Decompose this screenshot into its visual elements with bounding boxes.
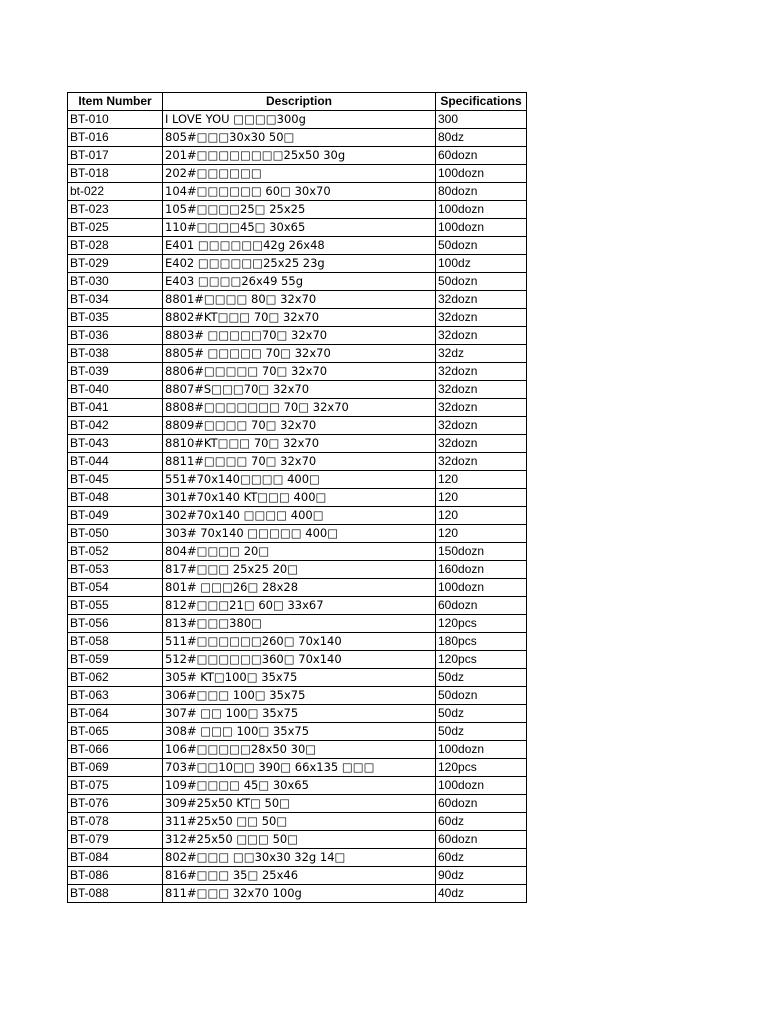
table-row (68, 525, 527, 543)
specifications-cell: 50dozn (436, 687, 527, 705)
description-cell: 104#□□□□□□ 60□ 30x70 (163, 183, 436, 201)
table-row (68, 561, 527, 579)
item-number-cell: BT-088 (68, 885, 163, 903)
item-number-cell: BT-010 (68, 111, 163, 129)
description-cell: 551#70x140□□□□ 400□ (163, 471, 436, 489)
item-number-cell: BT-050 (68, 525, 163, 543)
specifications-cell: 60dozn (436, 795, 527, 813)
specifications-cell: 40dz (436, 885, 527, 903)
table-row (68, 147, 527, 165)
description-cell: 804#□□□□ 20□ (163, 543, 436, 561)
table-row (68, 579, 527, 597)
specifications-cell: 120 (436, 525, 527, 543)
specifications-cell: 50dz (436, 669, 527, 687)
item-number-cell: BT-018 (68, 165, 163, 183)
description-cell: 8808#□□□□□□□ 70□ 32x70 (163, 399, 436, 417)
description-cell: 703#□□10□□ 390□ 66x135 □□□ (163, 759, 436, 777)
description-cell: E401 □□□□□□42g 26x48 (163, 237, 436, 255)
description-cell: 802#□□□ □□30x30 32g 14□ (163, 849, 436, 867)
table-row (68, 291, 527, 309)
description-cell: I LOVE YOU □□□□300g (163, 111, 436, 129)
description-cell: 8805# □□□□□ 70□ 32x70 (163, 345, 436, 363)
item-number-cell: BT-056 (68, 615, 163, 633)
table-row (68, 633, 527, 651)
specifications-cell: 120pcs (436, 615, 527, 633)
specifications-cell: 60dozn (436, 147, 527, 165)
description-cell: E403 □□□□26x49 55g (163, 273, 436, 291)
specifications-cell: 50dz (436, 705, 527, 723)
description-cell: 812#□□□21□ 60□ 33x67 (163, 597, 436, 615)
item-number-cell: BT-042 (68, 417, 163, 435)
description-cell: 303# 70x140 □□□□□ 400□ (163, 525, 436, 543)
table-row (68, 651, 527, 669)
specifications-cell: 32dozn (436, 435, 527, 453)
item-number-cell: BT-030 (68, 273, 163, 291)
specifications-cell: 60dz (436, 849, 527, 867)
specifications-cell: 120 (436, 471, 527, 489)
table-row (68, 615, 527, 633)
description-cell: 202#□□□□□□ (163, 165, 436, 183)
table-row (68, 831, 527, 849)
table-row (68, 327, 527, 345)
specifications-cell: 32dozn (436, 417, 527, 435)
specifications-cell: 120 (436, 489, 527, 507)
description-cell: 8802#KT□□□ 70□ 32x70 (163, 309, 436, 327)
description-cell: 308# □□□ 100□ 35x75 (163, 723, 436, 741)
table-row (68, 867, 527, 885)
description-cell: 301#70x140 KT□□□ 400□ (163, 489, 436, 507)
item-number-cell: BT-055 (68, 597, 163, 615)
description-cell: 511#□□□□□□260□ 70x140 (163, 633, 436, 651)
table-row (68, 129, 527, 147)
specifications-cell: 120 (436, 507, 527, 525)
item-number-cell: BT-035 (68, 309, 163, 327)
table-row (68, 741, 527, 759)
table-row (68, 507, 527, 525)
description-cell: 8803# □□□□□70□ 32x70 (163, 327, 436, 345)
item-number-cell: BT-041 (68, 399, 163, 417)
table-row (68, 723, 527, 741)
specifications-cell: 32dozn (436, 327, 527, 345)
table-row (68, 111, 527, 129)
table-row (68, 813, 527, 831)
specifications-cell: 100dozn (436, 777, 527, 795)
table-row (68, 759, 527, 777)
item-number-cell: BT-040 (68, 381, 163, 399)
item-number-cell: BT-078 (68, 813, 163, 831)
description-cell: 811#□□□ 32x70 100g (163, 885, 436, 903)
table-row (68, 543, 527, 561)
item-number-cell: BT-016 (68, 129, 163, 147)
table-row (68, 399, 527, 417)
table-row (68, 381, 527, 399)
description-cell: 302#70x140 □□□□ 400□ (163, 507, 436, 525)
table-row (68, 273, 527, 291)
table-header (68, 93, 527, 111)
table-row (68, 363, 527, 381)
description-cell: 109#□□□□ 45□ 30x65 (163, 777, 436, 795)
description-cell: 8806#□□□□□ 70□ 32x70 (163, 363, 436, 381)
description-cell: 307# □□ 100□ 35x75 (163, 705, 436, 723)
specifications-cell: 80dz (436, 129, 527, 147)
item-number-cell: BT-075 (68, 777, 163, 795)
specifications-cell: 100dozn (436, 741, 527, 759)
specifications-cell: 120pcs (436, 759, 527, 777)
specifications-cell: 100dozn (436, 219, 527, 237)
item-number-cell: BT-017 (68, 147, 163, 165)
item-number-cell: BT-048 (68, 489, 163, 507)
specifications-cell: 90dz (436, 867, 527, 885)
description-cell: 512#□□□□□□360□ 70x140 (163, 651, 436, 669)
table-row (68, 687, 527, 705)
table-row (68, 345, 527, 363)
item-number-cell: BT-044 (68, 453, 163, 471)
specifications-cell: 50dozn (436, 237, 527, 255)
specifications-cell: 160dozn (436, 561, 527, 579)
specifications-cell: 50dz (436, 723, 527, 741)
description-cell: 801# □□□26□ 28x28 (163, 579, 436, 597)
description-cell: 8807#S□□□70□ 32x70 (163, 381, 436, 399)
specifications-cell: 100dozn (436, 201, 527, 219)
item-number-cell: BT-036 (68, 327, 163, 345)
table-row (68, 849, 527, 867)
item-number-cell: bt-022 (68, 183, 163, 201)
item-number-cell: BT-038 (68, 345, 163, 363)
item-number-cell: BT-058 (68, 633, 163, 651)
specifications-cell: 60dozn (436, 831, 527, 849)
table-row (68, 201, 527, 219)
header-row (68, 93, 527, 111)
description-cell: 106#□□□□□28x50 30□ (163, 741, 436, 759)
description-cell: 816#□□□ 35□ 25x46 (163, 867, 436, 885)
description-cell: 8810#KT□□□ 70□ 32x70 (163, 435, 436, 453)
description-cell: 8811#□□□□ 70□ 32x70 (163, 453, 436, 471)
item-number-cell: BT-023 (68, 201, 163, 219)
table-row (68, 165, 527, 183)
description-cell: 309#25x50 KT□ 50□ (163, 795, 436, 813)
description-cell: 8809#□□□□ 70□ 32x70 (163, 417, 436, 435)
table-body (68, 111, 527, 903)
description-cell: 817#□□□ 25x25 20□ (163, 561, 436, 579)
table-row (68, 435, 527, 453)
specifications-cell: 32dozn (436, 399, 527, 417)
item-number-cell: BT-064 (68, 705, 163, 723)
table-row (68, 489, 527, 507)
header-item-number: Item Number (68, 93, 163, 111)
specifications-cell: 60dozn (436, 597, 527, 615)
specifications-cell: 32dozn (436, 381, 527, 399)
specifications-cell: 32dozn (436, 291, 527, 309)
item-number-cell: BT-029 (68, 255, 163, 273)
table-row (68, 453, 527, 471)
table-row (68, 237, 527, 255)
header-description: Description (163, 93, 436, 111)
specifications-cell: 60dz (436, 813, 527, 831)
specifications-cell: 50dozn (436, 273, 527, 291)
description-cell: 105#□□□□25□ 25x25 (163, 201, 436, 219)
item-number-cell: BT-059 (68, 651, 163, 669)
table-row (68, 183, 527, 201)
item-number-cell: BT-054 (68, 579, 163, 597)
item-number-cell: BT-065 (68, 723, 163, 741)
item-number-cell: BT-052 (68, 543, 163, 561)
table-row (68, 597, 527, 615)
specifications-cell: 80dozn (436, 183, 527, 201)
item-number-cell: BT-049 (68, 507, 163, 525)
table-row (68, 417, 527, 435)
table-row (68, 705, 527, 723)
specifications-table (67, 92, 527, 903)
description-cell: E402 □□□□□□25x25 23g (163, 255, 436, 273)
item-number-cell: BT-025 (68, 219, 163, 237)
description-cell: 311#25x50 □□ 50□ (163, 813, 436, 831)
specifications-cell: 32dozn (436, 363, 527, 381)
description-cell: 312#25x50 □□□ 50□ (163, 831, 436, 849)
description-cell: 110#□□□□45□ 30x65 (163, 219, 436, 237)
item-number-cell: BT-039 (68, 363, 163, 381)
item-number-cell: BT-034 (68, 291, 163, 309)
table-row (68, 885, 527, 903)
specifications-cell: 100dz (436, 255, 527, 273)
description-cell: 8801#□□□□ 80□ 32x70 (163, 291, 436, 309)
item-number-cell: BT-086 (68, 867, 163, 885)
item-number-cell: BT-084 (68, 849, 163, 867)
item-number-cell: BT-062 (68, 669, 163, 687)
item-number-cell: BT-063 (68, 687, 163, 705)
item-number-cell: BT-028 (68, 237, 163, 255)
table-row (68, 471, 527, 489)
description-cell: 306#□□□ 100□ 35x75 (163, 687, 436, 705)
item-number-cell: BT-066 (68, 741, 163, 759)
table-row (68, 255, 527, 273)
specifications-cell: 150dozn (436, 543, 527, 561)
item-number-cell: BT-045 (68, 471, 163, 489)
description-cell: 805#□□□30x30 50□ (163, 129, 436, 147)
description-cell: 201#□□□□□□□□25x50 30g (163, 147, 436, 165)
table-row (68, 669, 527, 687)
specifications-cell: 120pcs (436, 651, 527, 669)
specifications-cell: 100dozn (436, 165, 527, 183)
item-number-cell: BT-076 (68, 795, 163, 813)
item-number-cell: BT-069 (68, 759, 163, 777)
specifications-cell: 100dozn (436, 579, 527, 597)
item-number-cell: BT-053 (68, 561, 163, 579)
description-cell: 305# KT□100□ 35x75 (163, 669, 436, 687)
specifications-cell: 180pcs (436, 633, 527, 651)
specifications-cell: 300 (436, 111, 527, 129)
table-row (68, 777, 527, 795)
specifications-cell: 32dozn (436, 309, 527, 327)
table-row (68, 795, 527, 813)
item-number-cell: BT-079 (68, 831, 163, 849)
specifications-cell: 32dz (436, 345, 527, 363)
description-cell: 813#□□□380□ (163, 615, 436, 633)
specifications-cell: 32dozn (436, 453, 527, 471)
item-number-cell: BT-043 (68, 435, 163, 453)
header-specifications: Specifications (436, 93, 527, 111)
table-row (68, 309, 527, 327)
table-row (68, 219, 527, 237)
